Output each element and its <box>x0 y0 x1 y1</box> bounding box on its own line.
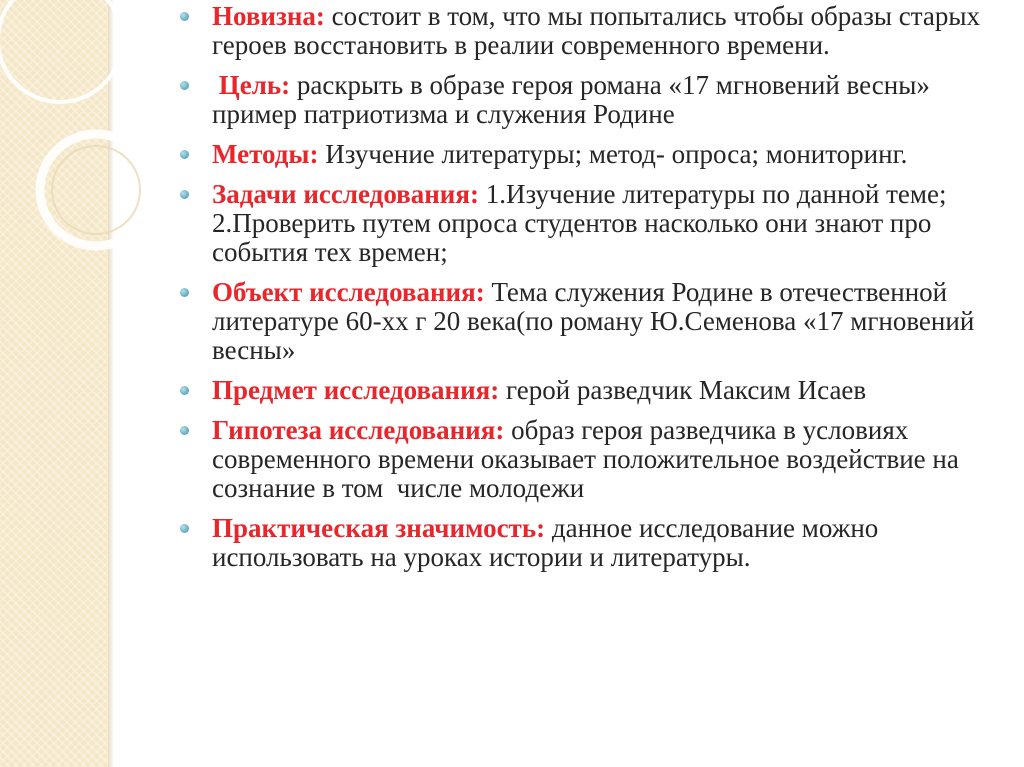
item-label: Задачи исследования: <box>212 179 479 209</box>
list-item <box>180 416 980 503</box>
list-item <box>180 514 980 572</box>
bullet-icon <box>180 288 189 297</box>
bullet-icon <box>180 386 189 395</box>
list-item <box>180 180 980 267</box>
list-item <box>180 2 980 60</box>
bullet-icon <box>180 190 189 199</box>
list-item <box>180 278 980 365</box>
item-label: Предмет исследования: <box>212 375 500 405</box>
item-label: Методы: <box>212 139 319 169</box>
bullet-icon <box>180 12 189 21</box>
item-text: состоит в том, что мы попытались чтобы образы старых героев восстановить в реалии современного времени. <box>212 1 980 60</box>
list-item <box>180 376 980 405</box>
bullet-list <box>180 2 980 582</box>
item-text: Тема служения Родине в отечественной литературе 60-хх г 20 века(по роману Ю.Семенова «17 мгновений весны» <box>212 277 975 365</box>
item-label: Новизна: <box>212 1 325 31</box>
bullet-icon <box>180 524 189 533</box>
item-label: Практическая значимость: <box>212 513 546 543</box>
item-text: образ героя разведчика в условиях современного времени оказывает положительное воздействие на сознание в том числе молодежи <box>212 415 966 503</box>
bullet-icon <box>180 81 189 90</box>
item-text: раскрыть в образе героя романа «17 мгновений весны» пример патриотизма и служения Родине <box>212 70 930 129</box>
item-label: Цель: <box>212 70 291 100</box>
item-label: Гипотеза исследования: <box>212 415 505 445</box>
item-text: 1.Изучение литературы по данной теме; 2.Проверить путем опроса студентов насколько они знают про события тех времен; <box>212 179 947 267</box>
bullet-icon <box>180 150 189 159</box>
item-label: Объект исследования: <box>212 277 485 307</box>
decorative-rings <box>0 0 200 320</box>
item-text: Изучение литературы; метод- опроса; мониторинг. <box>318 139 908 169</box>
list-item <box>180 140 980 169</box>
item-text: данное исследование можно использовать на уроках истории и литературы. <box>212 513 879 572</box>
list-item <box>180 71 980 129</box>
item-text: герой разведчик Максим Исаев <box>499 375 867 405</box>
bullet-icon <box>180 426 189 435</box>
